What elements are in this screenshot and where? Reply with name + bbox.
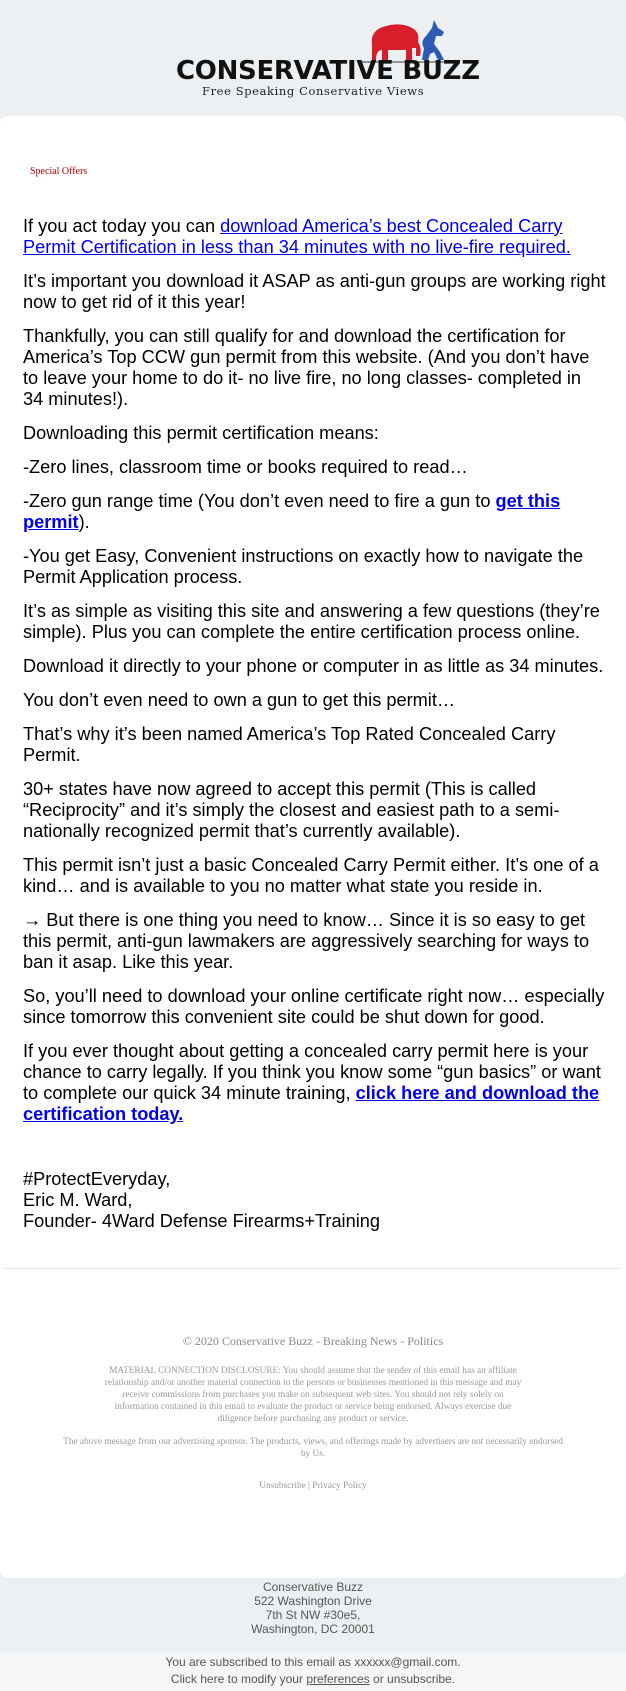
header (0, 0, 626, 116)
paragraph (23, 216, 606, 258)
paragraph: That’s why it’s been named America’s Top Rated Concealed Carry Permit. (23, 724, 556, 765)
subscribed-email-text: You are subscribed to this email as xxxxxx@gmail.com. (165, 1655, 461, 1669)
address-line: Conservative Buzz (262, 1580, 364, 1594)
paragraph (23, 1041, 606, 1125)
signature-line: #ProtectEveryday, (23, 1169, 171, 1189)
email-card (0, 116, 626, 1578)
paragraph: Thankfully, you can still qualify for and download the certification for America’s Top CCW gun permit from this website. (And you don’t have to leave your home to do it- no live fire, no long classes- completed in 34 minutes!). (23, 326, 590, 409)
paragraph: It’s important you download it ASAP as anti-gun groups are working right now to get rid of it this year! (23, 271, 606, 312)
special-offers-label: Special Offers (30, 166, 88, 177)
paragraph: -Zero lines, classroom time or books required to read… (23, 457, 468, 477)
paragraph: → But there is one thing you need to know… Since it is so easy to get this permit, anti-gun lawmakers are aggressively searching for ways to ban it asap. Like this year. (23, 910, 590, 972)
paragraph: You don’t even need to own a gun to get this permit… (23, 690, 456, 710)
modify-preferences-text (0, 1671, 626, 1688)
text: Click here to modify your (170, 1672, 307, 1686)
paragraph: -You get Easy, Convenient instructions on exactly how to navigate the Permit Application process. (23, 546, 584, 587)
get-permit-link[interactable]: get this permit (23, 491, 561, 532)
text: If you act today you can (23, 216, 221, 236)
signature-line: Founder- 4Ward Defense Firearms+Training (23, 1211, 380, 1231)
brand-logo[interactable] (172, 16, 480, 100)
download-certification-cta-link[interactable]: click here and download the certification today. (23, 1083, 600, 1124)
download-certification-link[interactable]: download America’s best Concealed Carry Permit Certification in less than 34 minutes with no live-fire required. (23, 216, 571, 257)
sponsor-notice: The above message from our advertising sponsor. The products, views, and offerings made by advertisers are not necessarily endorsed by Us. (63, 1437, 563, 1459)
text: or unsubscribe. (369, 1672, 456, 1686)
paragraph: So, you’ll need to download your online certificate right now… especially since tomorrow this convenient site could be shut down for good. (23, 986, 605, 1027)
material-disclosure: MATERIAL CONNECTION DISCLOSURE: You should assume that the sender of this email has an affiliate relationship and/or another material connection to the persons or businesses mentioned in this message and may receive commissions from purchases you make on subsequent web sites. You should not rely solely on information contained in this email to evaluate the product or service being endorsed. Always exercise due diligence before purchasing any product or service. (104, 1366, 522, 1424)
paragraph (23, 491, 606, 533)
paragraph: Downloading this permit certification means: (23, 423, 379, 443)
footer-links (0, 1481, 626, 1491)
brand-tagline: Free Speaking Conservative Views (202, 84, 425, 98)
paragraph: It’s as simple as visiting this site and answering a few questions (they’re simple). Plus you can complete the entire certification process online. (23, 601, 600, 642)
text: If you ever thought about getting a concealed carry permit here is your chance to carry legally. If you think you know some “gun basics” or want to complete our quick 34 minute training, (23, 1041, 601, 1103)
unsubscribe-link[interactable]: Unsubscribe (259, 1481, 306, 1491)
signature (23, 1169, 606, 1232)
email-body (23, 216, 606, 1232)
paragraph: This permit isn’t just a basic Concealed Carry Permit either. It’s one of a kind… and is available to you no matter what state you reside in. (23, 855, 599, 896)
copyright: © 2020 Conservative Buzz - Breaking News - Politics (182, 1334, 444, 1348)
subscription-notice (0, 1652, 626, 1691)
divider (4, 1268, 620, 1269)
paragraph: Download it directly to your phone or computer in as little as 34 minutes. (23, 656, 604, 676)
privacy-policy-link[interactable]: Privacy Policy (312, 1481, 367, 1491)
postal-address (0, 1580, 626, 1636)
preferences-link[interactable]: preferences (306, 1672, 370, 1686)
brand-name: CONSERVATIVE BUZZ (176, 56, 480, 86)
text: -Zero gun range time (You don’t even need to fire a gun to (23, 491, 496, 511)
paragraph: 30+ states have now agreed to accept this permit (This is called “Reciprocity” and it’s simply the closest and easiest path to a semi-nationally recognized permit that’s currently available). (23, 779, 560, 841)
address-line: Washington, DC 20001 (251, 1622, 375, 1636)
signature-line: Eric M. Ward, (23, 1190, 133, 1210)
link-separator: | (305, 1481, 313, 1491)
text: ). (78, 512, 90, 532)
address-line: 7th St NW #30e5, (265, 1608, 361, 1622)
address-line: 522 Washington Drive (254, 1594, 372, 1608)
